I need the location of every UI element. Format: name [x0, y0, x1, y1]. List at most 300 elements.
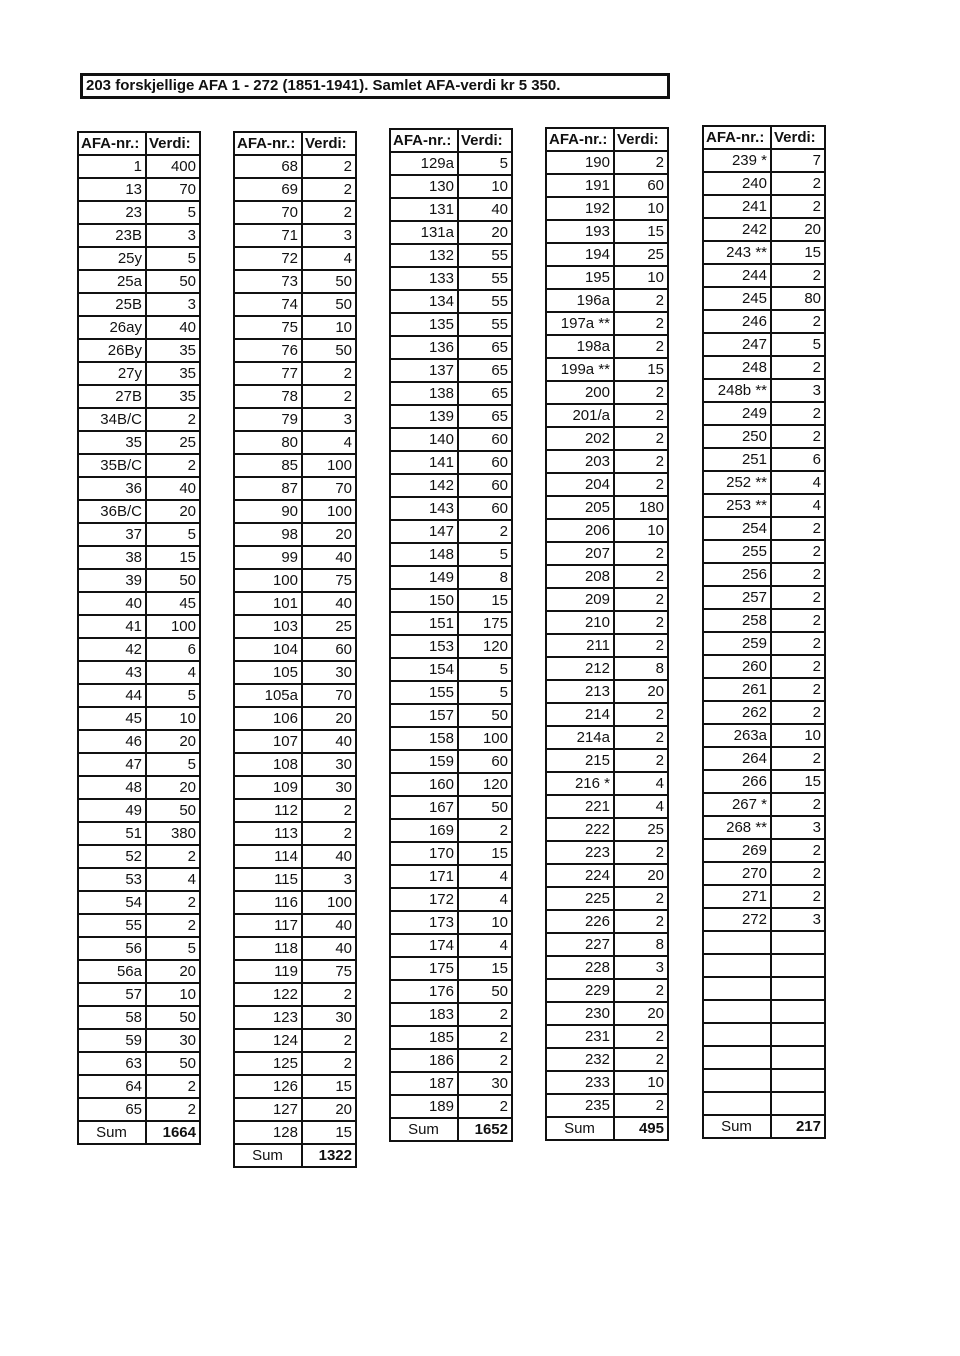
table-row [234, 178, 356, 201]
verdi-cell: 75 [302, 569, 356, 592]
afa-nr-cell: 36 [78, 477, 146, 500]
verdi-cell: 2 [302, 799, 356, 822]
verdi-cell: 2 [771, 885, 825, 908]
afa-nr-cell: 63 [78, 1052, 146, 1075]
table-row [703, 195, 825, 218]
table-row [703, 724, 825, 747]
afa-nr-cell: 127 [234, 1098, 302, 1121]
afa-nr-cell: 130 [390, 175, 458, 198]
table-row [78, 707, 200, 730]
table-row [390, 474, 512, 497]
table-row [234, 1075, 356, 1098]
verdi-cell: 2 [614, 979, 668, 1002]
table-row [546, 841, 668, 864]
afa-nr-cell: 235 [546, 1094, 614, 1117]
verdi-cell: 8 [614, 657, 668, 680]
verdi-cell: 20 [458, 221, 512, 244]
verdi-cell: 35 [146, 385, 200, 408]
verdi-cell: 100 [302, 454, 356, 477]
verdi-cell: 4 [614, 772, 668, 795]
verdi-cell: 40 [302, 592, 356, 615]
verdi-cell: 2 [614, 703, 668, 726]
afa-nr-cell: 87 [234, 477, 302, 500]
sum-row [546, 1117, 668, 1140]
afa-nr-cell: 64 [78, 1075, 146, 1098]
afa-nr-cell: 167 [390, 796, 458, 819]
table-row [234, 684, 356, 707]
table-row [234, 546, 356, 569]
table-row [78, 845, 200, 868]
table-row [78, 1052, 200, 1075]
table-row [546, 634, 668, 657]
afa-nr-cell: 106 [234, 707, 302, 730]
verdi-cell: 50 [146, 799, 200, 822]
verdi-cell [771, 977, 825, 1000]
afa-nr-cell: 264 [703, 747, 771, 770]
table-row [703, 1046, 825, 1069]
afa-nr-cell: 52 [78, 845, 146, 868]
verdi-cell: 2 [614, 887, 668, 910]
table-row [546, 1094, 668, 1117]
verdi-cell: 5 [146, 753, 200, 776]
afa-nr-cell: 150 [390, 589, 458, 612]
table-row [546, 933, 668, 956]
afa-nr-header: AFA-nr.: [703, 126, 771, 149]
table-row [234, 776, 356, 799]
verdi-cell: 60 [614, 174, 668, 197]
table-row [78, 730, 200, 753]
verdi-cell: 2 [771, 310, 825, 333]
afa-nr-cell: 108 [234, 753, 302, 776]
verdi-cell: 2 [614, 1025, 668, 1048]
verdi-cell: 15 [614, 358, 668, 381]
verdi-header: Verdi: [614, 128, 668, 151]
verdi-cell: 380 [146, 822, 200, 845]
verdi-cell: 65 [458, 405, 512, 428]
afa-nr-cell: 139 [390, 405, 458, 428]
verdi-cell: 6 [146, 638, 200, 661]
table-row [390, 1072, 512, 1095]
afa-nr-cell: 49 [78, 799, 146, 822]
afa-nr-cell: 205 [546, 496, 614, 519]
afa-nr-cell: 13 [78, 178, 146, 201]
afa-nr-cell: 240 [703, 172, 771, 195]
afa-nr-cell: 271 [703, 885, 771, 908]
verdi-cell: 2 [458, 1003, 512, 1026]
sum-value: 1322 [302, 1144, 356, 1167]
verdi-cell: 100 [146, 615, 200, 638]
verdi-cell: 50 [146, 1006, 200, 1029]
table-row [78, 776, 200, 799]
table-row [78, 799, 200, 822]
afa-nr-header: AFA-nr.: [390, 129, 458, 152]
afa-nr-cell: 133 [390, 267, 458, 290]
verdi-cell: 100 [302, 500, 356, 523]
verdi-cell: 50 [146, 569, 200, 592]
table-row [546, 381, 668, 404]
verdi-cell: 30 [302, 753, 356, 776]
afa-nr-cell: 85 [234, 454, 302, 477]
afa-nr-cell: 214a [546, 726, 614, 749]
verdi-cell: 5 [458, 681, 512, 704]
table-row [390, 221, 512, 244]
afa-nr-cell: 261 [703, 678, 771, 701]
verdi-cell: 20 [146, 500, 200, 523]
afa-nr-cell: 35 [78, 431, 146, 454]
verdi-cell [771, 1069, 825, 1092]
table-row [546, 358, 668, 381]
verdi-header: Verdi: [146, 132, 200, 155]
page-title: 203 forskjellige AFA 1 - 272 (1851-1941). Samlet AFA-verdi kr 5 350. [80, 73, 670, 99]
verdi-cell: 2 [614, 1094, 668, 1117]
sum-label: Sum [546, 1117, 614, 1140]
verdi-cell: 15 [771, 241, 825, 264]
table-row [234, 385, 356, 408]
table-row [703, 218, 825, 241]
afa-nr-cell: 260 [703, 655, 771, 678]
verdi-cell: 5 [771, 333, 825, 356]
table-row [546, 657, 668, 680]
afa-nr-cell: 216 * [546, 772, 614, 795]
afa-nr-cell: 70 [234, 201, 302, 224]
afa-nr-cell: 56a [78, 960, 146, 983]
table-row [546, 703, 668, 726]
table-row [390, 750, 512, 773]
afa-nr-cell: 172 [390, 888, 458, 911]
verdi-cell: 2 [771, 609, 825, 632]
sum-label: Sum [703, 1115, 771, 1138]
table-row [546, 542, 668, 565]
table-row [234, 592, 356, 615]
afa-nr-cell: 56 [78, 937, 146, 960]
afa-nr-cell: 231 [546, 1025, 614, 1048]
table-row [546, 427, 668, 450]
verdi-cell: 2 [146, 1075, 200, 1098]
verdi-cell: 2 [771, 195, 825, 218]
verdi-cell: 15 [302, 1075, 356, 1098]
verdi-cell: 15 [458, 957, 512, 980]
verdi-cell: 4 [771, 471, 825, 494]
table-row [78, 178, 200, 201]
afa-nr-cell: 255 [703, 540, 771, 563]
table-row [703, 885, 825, 908]
table-row [546, 151, 668, 174]
table-header-row [78, 132, 200, 155]
table-row [234, 293, 356, 316]
table-row [546, 956, 668, 979]
table-row [546, 1025, 668, 1048]
verdi-cell: 25 [302, 615, 356, 638]
table-row [703, 333, 825, 356]
table-row [703, 310, 825, 333]
table-row [546, 772, 668, 795]
table-row [390, 198, 512, 221]
table-row [546, 1048, 668, 1071]
verdi-cell: 2 [614, 427, 668, 450]
verdi-cell: 2 [614, 289, 668, 312]
verdi-cell: 2 [614, 473, 668, 496]
verdi-cell: 4 [302, 431, 356, 454]
table-row [78, 270, 200, 293]
table-row [390, 497, 512, 520]
table-row [546, 243, 668, 266]
table-row [78, 1029, 200, 1052]
verdi-cell: 5 [146, 523, 200, 546]
verdi-cell: 2 [146, 454, 200, 477]
verdi-cell: 2 [614, 404, 668, 427]
table-row [234, 408, 356, 431]
afa-nr-cell: 101 [234, 592, 302, 615]
verdi-cell: 2 [771, 678, 825, 701]
afa-nr-cell [703, 954, 771, 977]
afa-nr-cell: 151 [390, 612, 458, 635]
afa-nr-cell: 105 [234, 661, 302, 684]
afa-nr-cell: 153 [390, 635, 458, 658]
verdi-cell: 15 [614, 220, 668, 243]
verdi-cell: 2 [771, 586, 825, 609]
verdi-cell: 30 [458, 1072, 512, 1095]
verdi-cell: 2 [614, 634, 668, 657]
afa-nr-cell: 76 [234, 339, 302, 362]
afa-nr-cell: 254 [703, 517, 771, 540]
sum-label: Sum [234, 1144, 302, 1167]
table-row [390, 704, 512, 727]
verdi-cell: 8 [458, 566, 512, 589]
table-row [703, 1092, 825, 1115]
afa-nr-cell: 227 [546, 933, 614, 956]
verdi-cell [771, 1046, 825, 1069]
afa-nr-cell: 107 [234, 730, 302, 753]
afa-nr-cell: 244 [703, 264, 771, 287]
sum-row [78, 1121, 200, 1144]
afa-nr-cell: 34B/C [78, 408, 146, 431]
afa-nr-header: AFA-nr.: [546, 128, 614, 151]
afa-nr-cell: 268 ** [703, 816, 771, 839]
table-row [78, 316, 200, 339]
afa-nr-cell: 119 [234, 960, 302, 983]
table-row [390, 175, 512, 198]
afa-nr-cell: 252 ** [703, 471, 771, 494]
verdi-cell [771, 1023, 825, 1046]
verdi-cell: 20 [146, 730, 200, 753]
table-row [78, 753, 200, 776]
verdi-cell: 15 [458, 589, 512, 612]
table-row [390, 1003, 512, 1026]
verdi-cell: 2 [458, 1049, 512, 1072]
verdi-cell: 3 [302, 408, 356, 431]
afa-nr-cell: 1 [78, 155, 146, 178]
table-row [390, 152, 512, 175]
afa-nr-cell: 58 [78, 1006, 146, 1029]
afa-nr-cell: 175 [390, 957, 458, 980]
verdi-cell: 3 [302, 224, 356, 247]
afa-nr-cell: 23 [78, 201, 146, 224]
verdi-cell: 2 [146, 914, 200, 937]
verdi-cell: 10 [614, 1071, 668, 1094]
table-header-row [546, 128, 668, 151]
verdi-cell: 4 [458, 865, 512, 888]
verdi-cell: 75 [302, 960, 356, 983]
table-row [78, 937, 200, 960]
table-row [78, 500, 200, 523]
table-row [234, 569, 356, 592]
afa-nr-cell: 233 [546, 1071, 614, 1094]
afa-table-2 [233, 131, 357, 1168]
table-row [390, 336, 512, 359]
table-row [546, 749, 668, 772]
afa-nr-cell: 199a ** [546, 358, 614, 381]
afa-nr-cell: 241 [703, 195, 771, 218]
afa-nr-cell: 248b ** [703, 379, 771, 402]
afa-nr-cell: 262 [703, 701, 771, 724]
table-row [546, 473, 668, 496]
table-row [234, 822, 356, 845]
afa-nr-cell: 185 [390, 1026, 458, 1049]
table-row [390, 1049, 512, 1072]
afa-nr-cell: 117 [234, 914, 302, 937]
afa-nr-cell: 54 [78, 891, 146, 914]
table-row [78, 822, 200, 845]
table-row [78, 983, 200, 1006]
verdi-cell: 6 [771, 448, 825, 471]
verdi-cell: 2 [771, 356, 825, 379]
table-row [390, 520, 512, 543]
table-row [234, 316, 356, 339]
afa-nr-cell: 270 [703, 862, 771, 885]
afa-nr-cell: 203 [546, 450, 614, 473]
verdi-cell: 10 [614, 197, 668, 220]
verdi-cell: 2 [614, 749, 668, 772]
afa-nr-cell: 51 [78, 822, 146, 845]
sum-value: 1652 [458, 1118, 512, 1141]
afa-nr-cell: 154 [390, 658, 458, 681]
verdi-cell: 40 [302, 730, 356, 753]
table-row [703, 287, 825, 310]
verdi-cell: 100 [302, 891, 356, 914]
afa-nr-cell: 43 [78, 661, 146, 684]
afa-nr-cell [703, 1069, 771, 1092]
table-row [390, 727, 512, 750]
table-row [234, 1098, 356, 1121]
verdi-cell [771, 1092, 825, 1115]
table-row [546, 519, 668, 542]
table-row [234, 1006, 356, 1029]
verdi-cell: 2 [771, 701, 825, 724]
afa-nr-cell: 201/a [546, 404, 614, 427]
afa-nr-cell: 269 [703, 839, 771, 862]
table-row [703, 632, 825, 655]
table-row [78, 960, 200, 983]
table-row [546, 726, 668, 749]
verdi-cell: 180 [614, 496, 668, 519]
afa-nr-cell: 209 [546, 588, 614, 611]
afa-nr-cell: 204 [546, 473, 614, 496]
verdi-cell: 2 [146, 408, 200, 431]
sum-row [234, 1144, 356, 1167]
afa-nr-cell: 267 * [703, 793, 771, 816]
afa-nr-cell: 155 [390, 681, 458, 704]
table-row [390, 635, 512, 658]
afa-nr-cell: 39 [78, 569, 146, 592]
verdi-cell: 40 [302, 937, 356, 960]
verdi-cell: 2 [614, 726, 668, 749]
verdi-cell: 4 [146, 868, 200, 891]
verdi-cell: 40 [458, 198, 512, 221]
verdi-cell: 5 [146, 247, 200, 270]
verdi-cell: 65 [458, 382, 512, 405]
afa-nr-cell: 256 [703, 563, 771, 586]
verdi-cell: 10 [458, 175, 512, 198]
table-row [703, 1023, 825, 1046]
verdi-cell: 2 [458, 819, 512, 842]
table-row [234, 937, 356, 960]
afa-nr-cell: 114 [234, 845, 302, 868]
table-row [703, 931, 825, 954]
table-row [78, 1098, 200, 1121]
verdi-cell: 2 [614, 335, 668, 358]
afa-nr-cell: 115 [234, 868, 302, 891]
afa-nr-header: AFA-nr.: [78, 132, 146, 155]
afa-nr-cell: 157 [390, 704, 458, 727]
verdi-cell: 2 [302, 1052, 356, 1075]
table-row [78, 523, 200, 546]
table-row [234, 201, 356, 224]
sum-label: Sum [390, 1118, 458, 1141]
afa-nr-cell [703, 977, 771, 1000]
afa-nr-cell: 198a [546, 335, 614, 358]
afa-nr-cell: 77 [234, 362, 302, 385]
verdi-cell: 2 [771, 402, 825, 425]
verdi-cell: 30 [302, 776, 356, 799]
afa-nr-cell: 253 ** [703, 494, 771, 517]
verdi-cell: 10 [771, 724, 825, 747]
verdi-cell: 2 [458, 1026, 512, 1049]
table-row [390, 1026, 512, 1049]
sum-row [390, 1118, 512, 1141]
table-row [703, 816, 825, 839]
verdi-cell: 2 [771, 793, 825, 816]
table-row [390, 451, 512, 474]
afa-nr-cell: 171 [390, 865, 458, 888]
verdi-cell: 40 [302, 546, 356, 569]
verdi-cell: 100 [458, 727, 512, 750]
verdi-cell: 10 [614, 266, 668, 289]
verdi-cell: 5 [146, 684, 200, 707]
verdi-cell: 50 [302, 270, 356, 293]
table-row [703, 747, 825, 770]
verdi-cell: 40 [146, 477, 200, 500]
verdi-cell: 70 [302, 684, 356, 707]
verdi-cell: 20 [614, 680, 668, 703]
afa-nr-cell: 42 [78, 638, 146, 661]
verdi-cell: 10 [146, 707, 200, 730]
table-row [390, 681, 512, 704]
afa-nr-cell: 48 [78, 776, 146, 799]
verdi-cell: 50 [302, 339, 356, 362]
afa-nr-cell: 232 [546, 1048, 614, 1071]
verdi-cell: 20 [614, 864, 668, 887]
sum-value: 217 [771, 1115, 825, 1138]
verdi-cell: 50 [458, 980, 512, 1003]
verdi-cell: 2 [614, 542, 668, 565]
verdi-cell: 5 [458, 658, 512, 681]
table-row [78, 638, 200, 661]
table-row [703, 448, 825, 471]
table-row [703, 678, 825, 701]
table-row [390, 359, 512, 382]
afa-nr-cell: 125 [234, 1052, 302, 1075]
table-row [703, 954, 825, 977]
